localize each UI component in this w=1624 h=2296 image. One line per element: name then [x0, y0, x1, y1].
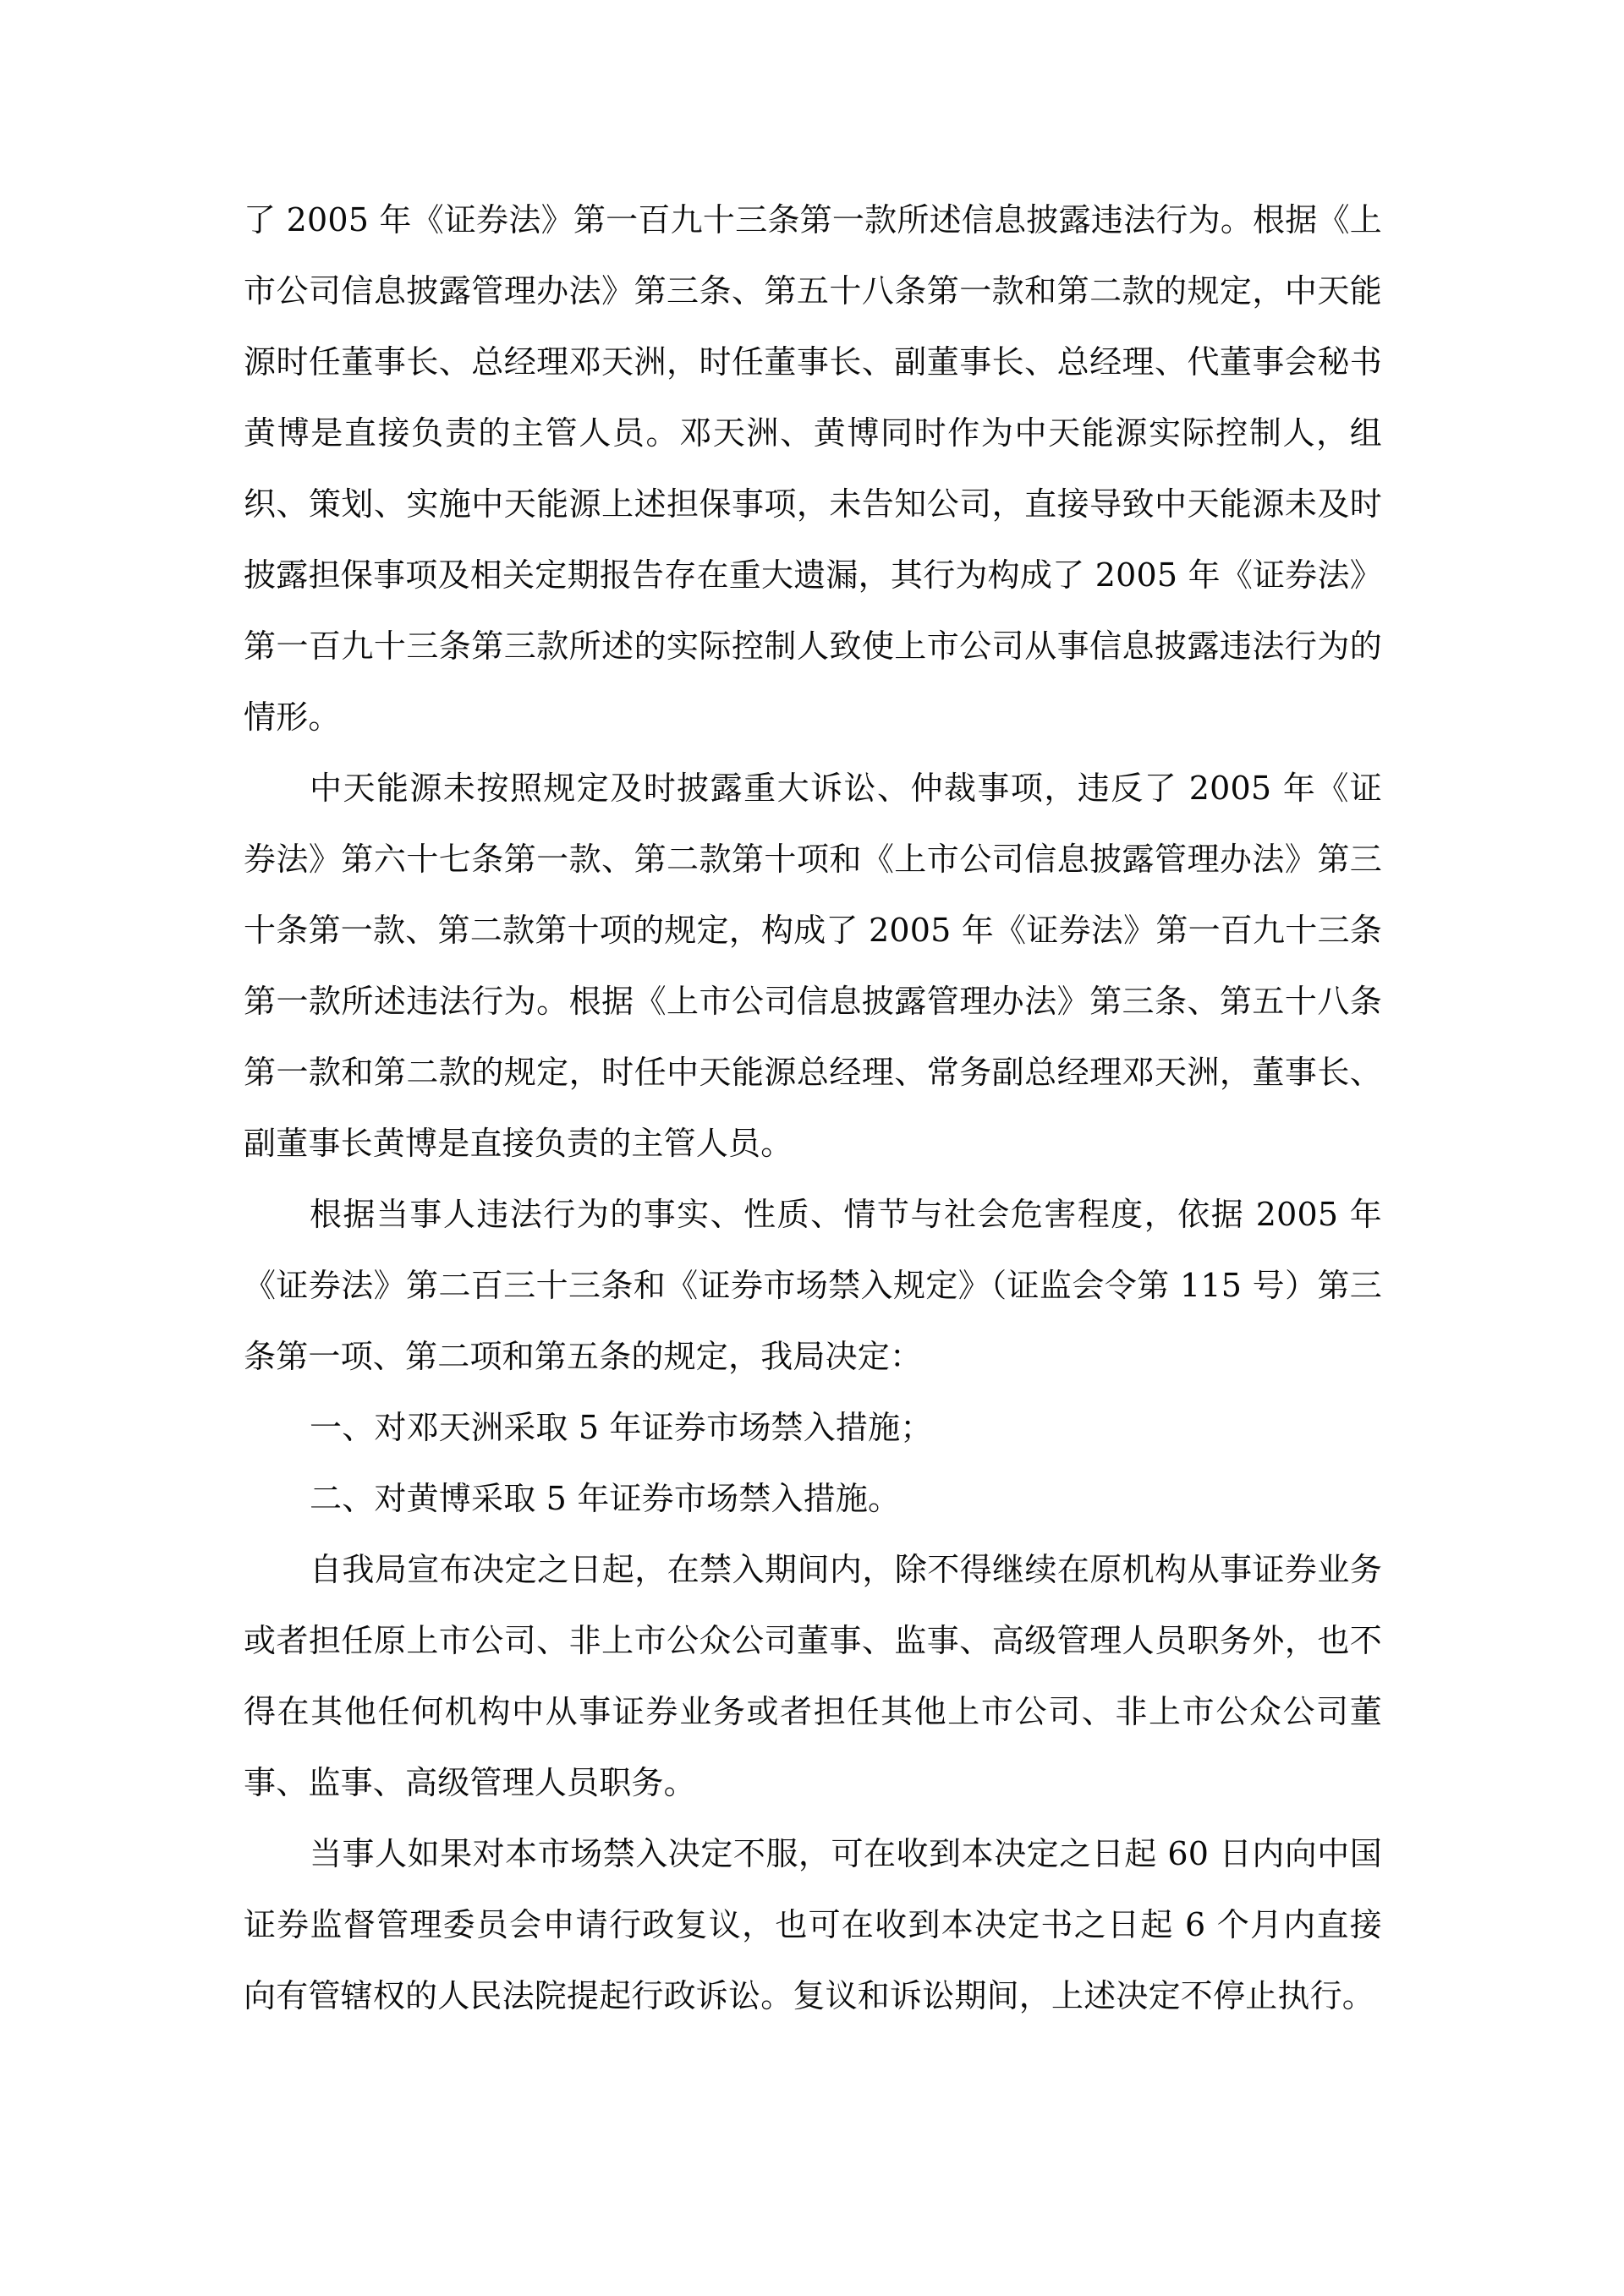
paragraph-litigation-disclosure: 中天能源未按照规定及时披露重大诉讼、仲裁事项，违反了 2005 年《证券法》第六十七条第一款、第二款第十项和《上市公司信息披露管理办法》第三十条第一款、第二款第十项的规定，构成了 2005 年《证券法》第一百九十三条第一款所述违法行为。根据《上市公司信息披露管理办法》第三条、第五十八条第一款和第二款的规定，时任中天能源总经理、常务副总经理邓天洲，董事长、副董事长黄博是直接负责的主管人员。 [244, 770, 1382, 1162]
decision-item-1: 一、对邓天洲采取 5 年证券市场禁入措施； [310, 1409, 933, 1446]
paragraph-appeal-rights: 当事人如果对本市场禁入决定不服，可在收到本决定之日起 60 日内向中国证券监督管理委员会申请行政复议，也可在收到本决定书之日起 6 个月内直接向有管辖权的人民法院提起行政诉讼。复议和诉讼期间，上述决定不停止执行。 [244, 1835, 1382, 2014]
decision-item-2: 二、对黄博采取 5 年证券市场禁入措施。 [310, 1480, 901, 1517]
paragraph-decision-basis: 根据当事人违法行为的事实、性质、情节与社会危害程度，依据 2005 年《证券法》第二百三十三条和《证券市场禁入规定》（证监会令第 115 号）第三条第一项、第二项和第五条的规定，我局决定： [244, 1196, 1382, 1375]
paragraph-continuation: 了 2005 年《证券法》第一百九十三条第一款所述信息披露违法行为。根据《上市公司信息披露管理办法》第三条、第五十八条第一款和第二款的规定，中天能源时任董事长、总经理邓天洲，时任董事长、副董事长、总经理、代董事会秘书黄博是直接负责的主管人员。邓天洲、黄博同时作为中天能源实际控制人，组织、策划、实施中天能源上述担保事项，未告知公司，直接导致中天能源未及时披露担保事项及相关定期报告存在重大遗漏，其行为构成了 2005 年《证券法》第一百九十三条第三款所述的实际控制人致使上市公司从事信息披露违法行为的情形。 [244, 201, 1382, 736]
paragraph-ban-scope: 自我局宣布决定之日起，在禁入期间内，除不得继续在原机构从事证券业务或者担任原上市公司、非上市公众公司董事、监事、高级管理人员职务外，也不得在其他任何机构中从事证券业务或者担任其他上市公司、非上市公众公司董事、监事、高级管理人员职务。 [244, 1551, 1382, 1801]
document-body [244, 184, 1382, 2031]
